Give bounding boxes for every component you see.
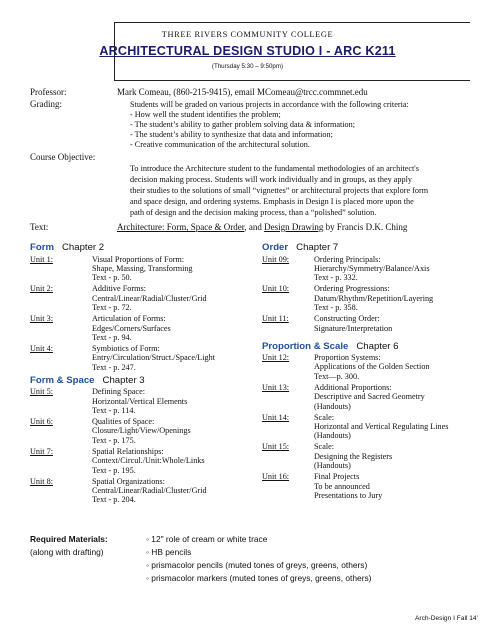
- unit-number: Unit 11:: [262, 314, 289, 324]
- unit-topic: Ordering Progressions:: [314, 284, 390, 294]
- course-time: (Thursday 5:30 – 9:50pm): [211, 63, 284, 70]
- unit-detail: Text - p. 195.: [92, 465, 136, 475]
- objective-line: their studies to the solutions of small “vignettes” or architectural projects that explore form: [130, 186, 429, 195]
- unit-topic: Visual Proportions of Form:: [92, 254, 185, 264]
- section-heading: [30, 375, 145, 387]
- unit-topic: Articulation of Forms:: [92, 314, 166, 324]
- unit-detail: Text - p. 204.: [92, 495, 136, 505]
- unit-topic: Additional Proportions:: [314, 382, 392, 392]
- section-name: Order: [262, 242, 289, 253]
- section-heading: [262, 341, 399, 353]
- material-item: ◦ prismacolor pencils (muted tones of greys, greens, others): [146, 560, 368, 570]
- grading-criterion: - The student’s ability to gather problem solving data & information;: [130, 120, 355, 129]
- unit-detail: Text - p. 94.: [92, 332, 132, 342]
- unit-detail: Edges/Corners/Surfaces: [92, 323, 171, 333]
- course-title: ARCHITECTURAL DESIGN STUDIO I - ARC K211: [99, 44, 396, 58]
- unit-detail: Horizontal and Vertical Regulating Lines: [314, 422, 449, 431]
- unit-number: Unit 16:: [262, 472, 290, 482]
- unit-number: Unit 14:: [262, 412, 290, 422]
- unit-number: Unit 5:: [30, 387, 53, 397]
- unit-topic: Constructing Order:: [314, 314, 380, 324]
- unit-detail: Signature/Interpretation: [314, 323, 393, 333]
- objective-line: decision making process. Students will work individually and in groups, as they apply: [130, 175, 412, 184]
- objective-label: Course Objective:: [30, 152, 96, 162]
- unit-detail: Applications of the Golden Section: [314, 362, 430, 372]
- material-item: ◦ 12" role of cream or white trace: [146, 534, 268, 544]
- objective-line: path of design and the decision making process, than a “polished” solution.: [130, 208, 377, 217]
- unit-detail: Text—p. 300.: [314, 371, 360, 381]
- text-label: Text:: [30, 222, 49, 232]
- unit-topic: Scale:: [314, 442, 335, 452]
- unit-detail: Closure/Light/View/Openings: [92, 426, 191, 436]
- unit-detail: Text - p. 50.: [92, 273, 132, 283]
- unit-topic: Qualities of Space:: [92, 417, 155, 426]
- unit-number: Unit 10:: [262, 284, 290, 294]
- unit-detail: Horizontal/Vertical Elements: [92, 396, 188, 406]
- unit-detail: Text - p. 358.: [314, 303, 358, 313]
- unit-topic: Spatial Relationships:: [92, 446, 164, 456]
- section-chapter: Chapter 2: [53, 242, 105, 253]
- objective-line: and space design, and ordering systems. Emphasis in Design I is placed more upon the: [130, 197, 414, 206]
- unit-number: Unit 8:: [30, 476, 53, 486]
- unit-detail: Entry/Circulation/Struct./Space/Light: [92, 353, 216, 363]
- section-heading: [30, 242, 104, 254]
- unit-detail: Central/Linear/Radial/Cluster/Grid: [92, 486, 207, 495]
- section-chapter: Chapter 6: [348, 340, 399, 352]
- footer-note: Arch-Design I Fall 14’: [414, 615, 478, 622]
- unit-topic: Proportion Systems:: [314, 353, 381, 362]
- unit-topic: Additive Forms:: [92, 284, 146, 294]
- unit-detail: Text - p. 332.: [314, 273, 358, 283]
- section-name: Form & Space: [30, 374, 95, 386]
- unit-number: Unit 3:: [30, 314, 53, 324]
- unit-detail: (Handouts): [314, 401, 351, 411]
- grading-criterion: - Creative communication of the architectural solution.: [130, 140, 310, 149]
- unit-topic: Spatial Organizations:: [92, 476, 165, 486]
- unit-detail: To be announced: [314, 481, 370, 491]
- unit-detail: Designing the Registers: [314, 451, 393, 461]
- unit-topic: Scale:: [314, 412, 335, 422]
- unit-detail: Datum/Rhythm/Repetition/Layering: [314, 293, 434, 303]
- section-name: Form: [30, 242, 54, 253]
- grading-criterion: - How well the student identifies the problem;: [130, 110, 281, 119]
- unit-detail: (Handouts): [314, 431, 351, 441]
- unit-detail: Text - p. 114.: [92, 406, 136, 415]
- unit-detail: Context/Circul./Unit:Whole/Links: [92, 456, 205, 466]
- materials-sublabel: (along with drafting): [30, 547, 104, 557]
- unit-number: Unit 6:: [30, 417, 53, 426]
- unit-detail: Text - p. 175.: [92, 435, 136, 445]
- grading-intro: Students will be graded on various projects in accordance with the following criteria:: [130, 100, 409, 109]
- professor-info: Mark Comeau, (860-215-9415), email MComeau@trcc.commnet.edu: [117, 87, 368, 97]
- author-text: by Francis D.K. Ching: [323, 222, 408, 232]
- grading-label: Grading:: [30, 99, 62, 109]
- section-chapter: Chapter 3: [94, 374, 145, 386]
- unit-detail: Descriptive and Sacred Geometry: [314, 392, 425, 402]
- section-name: Proportion & Scale: [262, 340, 349, 352]
- unit-number: Unit 09:: [262, 254, 290, 264]
- unit-topic: Symbiotics of Form:: [92, 343, 160, 353]
- objective-line: To introduce the Architecture student to the fundamental methodologies of an architect's: [130, 164, 419, 173]
- unit-detail: Presentations to Jury: [314, 491, 383, 500]
- material-item: ◦ HB pencils: [146, 547, 192, 557]
- and-text: , and: [244, 222, 265, 232]
- material-item: ◦ prismacolor markers (muted tones of greys, greens, others): [146, 573, 372, 583]
- college-name: THREE RIVERS COMMUNITY COLLEGE: [161, 30, 334, 39]
- unit-detail: Central/Linear/Radial/Cluster/Grid: [92, 293, 207, 303]
- unit-number: Unit 4:: [30, 343, 53, 353]
- grading-criterion: - The student’s ability to synthesize that data and information;: [130, 130, 333, 139]
- unit-number: Unit 13:: [262, 382, 290, 392]
- unit-detail: (Handouts): [314, 461, 351, 471]
- section-heading: [262, 242, 338, 254]
- unit-detail: Hierarchy/Symmetry/Balance/Axis: [314, 263, 430, 273]
- textbook-title: Design Drawing: [264, 222, 324, 232]
- unit-number: Unit 1:: [30, 254, 53, 264]
- professor-label: Professor:: [30, 87, 67, 97]
- unit-detail: Text - p. 247.: [92, 362, 136, 372]
- unit-number: Unit 12:: [262, 353, 290, 362]
- unit-detail: Text - p. 72.: [92, 303, 132, 313]
- unit-number: Unit 15:: [262, 442, 290, 452]
- unit-topic: Final Projects: [314, 472, 360, 482]
- unit-number: Unit 7:: [30, 446, 53, 456]
- section-chapter: Chapter 7: [288, 242, 339, 253]
- textbook-title: Architecture: Form, Space & Order: [117, 222, 245, 232]
- unit-detail: Shape, Massing, Transforming: [92, 263, 193, 273]
- textbooks: [117, 222, 407, 233]
- unit-topic: Ordering Principals:: [314, 254, 381, 264]
- unit-number: Unit 2:: [30, 284, 53, 294]
- unit-topic: Defining Space:: [92, 387, 145, 397]
- materials-label: Required Materials:: [30, 534, 108, 544]
